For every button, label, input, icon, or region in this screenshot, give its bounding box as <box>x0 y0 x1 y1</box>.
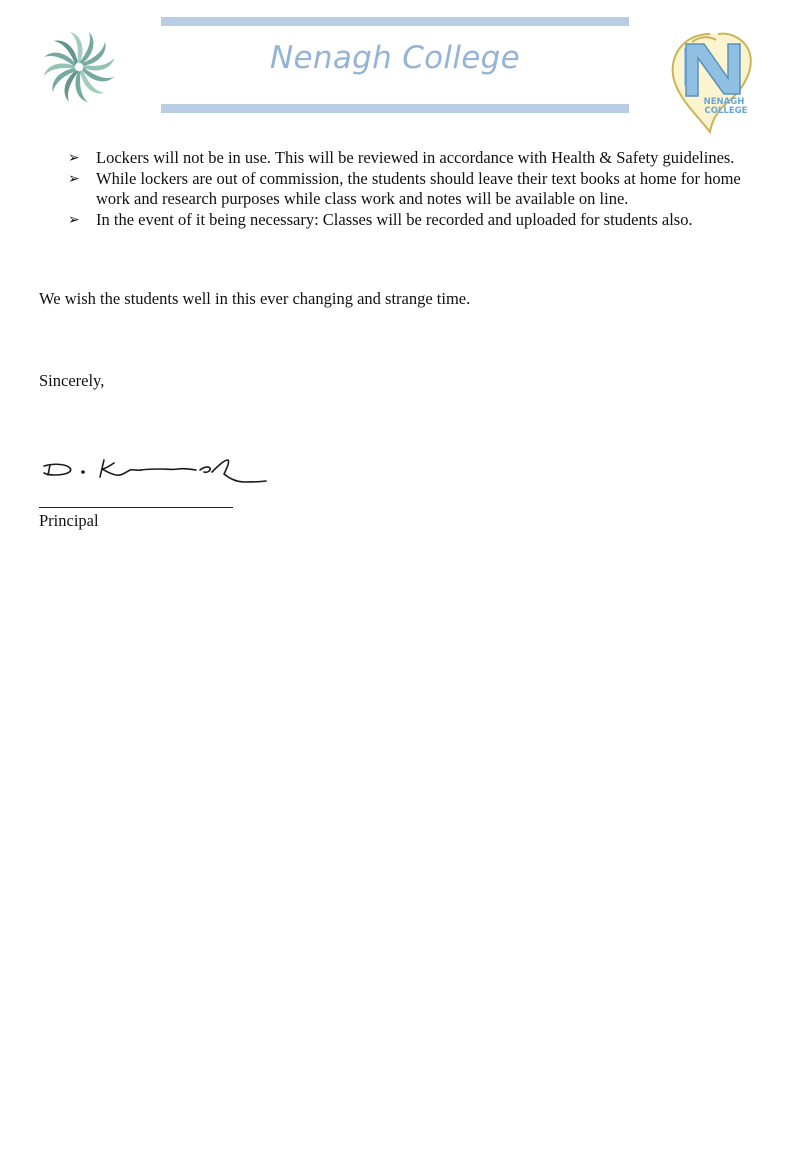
list-item <box>68 148 758 169</box>
list-item <box>68 210 758 231</box>
crest-text-line-2: COLLEGE <box>704 106 748 116</box>
list-item <box>68 169 758 210</box>
college-title: Nenagh College <box>270 40 520 76</box>
signature-line <box>39 507 233 508</box>
arrowhead-bullet-icon: ➢ <box>68 150 80 166</box>
sign-off: Sincerely, <box>39 371 105 390</box>
list-item-text: While lockers are out of commission, the students should leave their text books at home for home work and research purposes while class work and notes will be available on line. <box>96 168 741 208</box>
header-bar-bottom <box>161 104 629 113</box>
crest-text-line-1: NENAGH <box>703 97 745 107</box>
arrowhead-bullet-icon: ➢ <box>68 211 80 228</box>
handwritten-signature-icon <box>40 450 270 490</box>
arrowhead-bullet-icon: ➢ <box>68 170 80 187</box>
header-bar-top <box>161 17 629 26</box>
closing-wish: We wish the students well in this ever changing and strange time. <box>39 289 471 308</box>
college-crest-icon <box>662 28 758 136</box>
signatory-role: Principal <box>39 511 99 530</box>
swirl-logo-icon <box>40 28 118 106</box>
bullet-list <box>68 148 758 230</box>
list-item-text: In the event of it being necessary: Classes will be recorded and uploaded for students also. <box>96 209 693 229</box>
list-item-text: Lockers will not be in use. This will be reviewed in accordance with Health & Safety guidelines. <box>96 148 735 167</box>
